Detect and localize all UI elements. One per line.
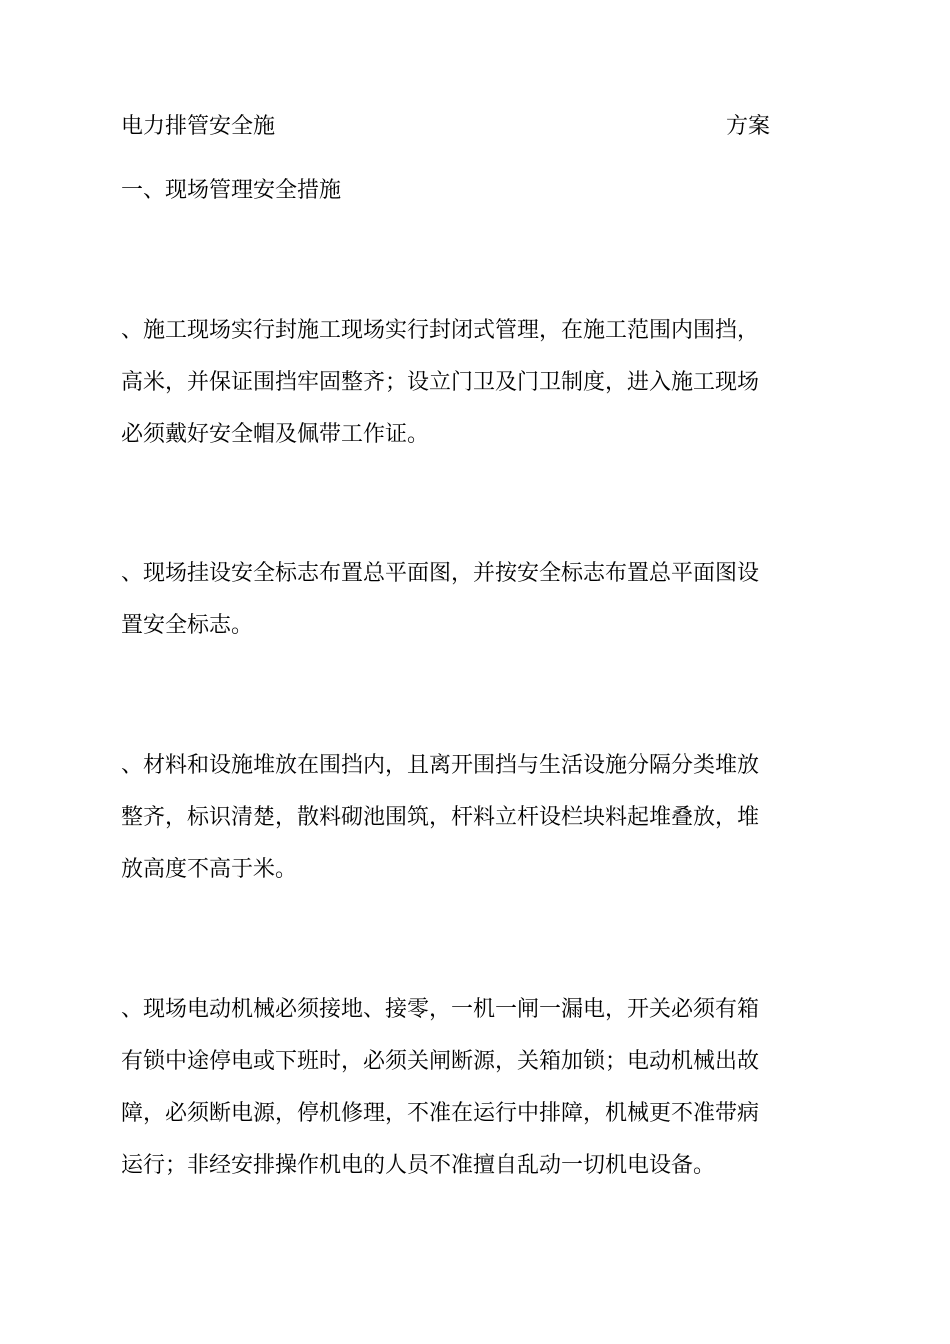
paragraph-line: 必须戴好安全帽及佩带工作证。 (121, 422, 430, 447)
paragraph-line: 有锁中途停电或下班时，必须关闸断源，关箱加锁；电动机械出故 (121, 1049, 760, 1074)
paragraph-3 (121, 740, 833, 896)
document-title-right: 方案 (726, 114, 771, 139)
paragraph-line: 高米，并保证围挡牢固整齐；设立门卫及门卫制度，进入施工现场 (121, 370, 760, 395)
paragraph-line: 放高度不高于米。 (121, 857, 298, 882)
paragraph-line: 整齐，标识清楚，散料砌池围筑，杆料立杆设栏块料起堆叠放，堆 (121, 805, 760, 830)
paragraph-4 (121, 984, 833, 1192)
section-heading: 一、现场管理安全措施 (121, 178, 342, 203)
paragraph-line: 、材料和设施堆放在围挡内，且离开围挡与生活设施分隔分类堆放 (121, 753, 760, 778)
paragraph-line: 置安全标志。 (121, 613, 254, 638)
paragraph-line: 运行；非经安排操作机电的人员不准擅自乱动一切机电设备。 (121, 1153, 716, 1178)
paragraph-line: 、现场电动机械必须接地、接零，一机一闸一漏电，开关必须有箱 (121, 997, 760, 1022)
paragraph-line: 、现场挂设安全标志布置总平面图，并按安全标志布置总平面图设 (121, 561, 760, 586)
paragraph-2 (121, 548, 833, 652)
paragraph-line: 、施工现场实行封施工现场实行封闭式管理，在施工范围内围挡， (121, 318, 760, 343)
document-title-left: 电力排管安全施 (121, 114, 276, 139)
paragraph-1 (121, 305, 833, 461)
paragraph-line: 障，必须断电源，停机修理，不准在运行中排障，机械更不准带病 (121, 1101, 760, 1126)
